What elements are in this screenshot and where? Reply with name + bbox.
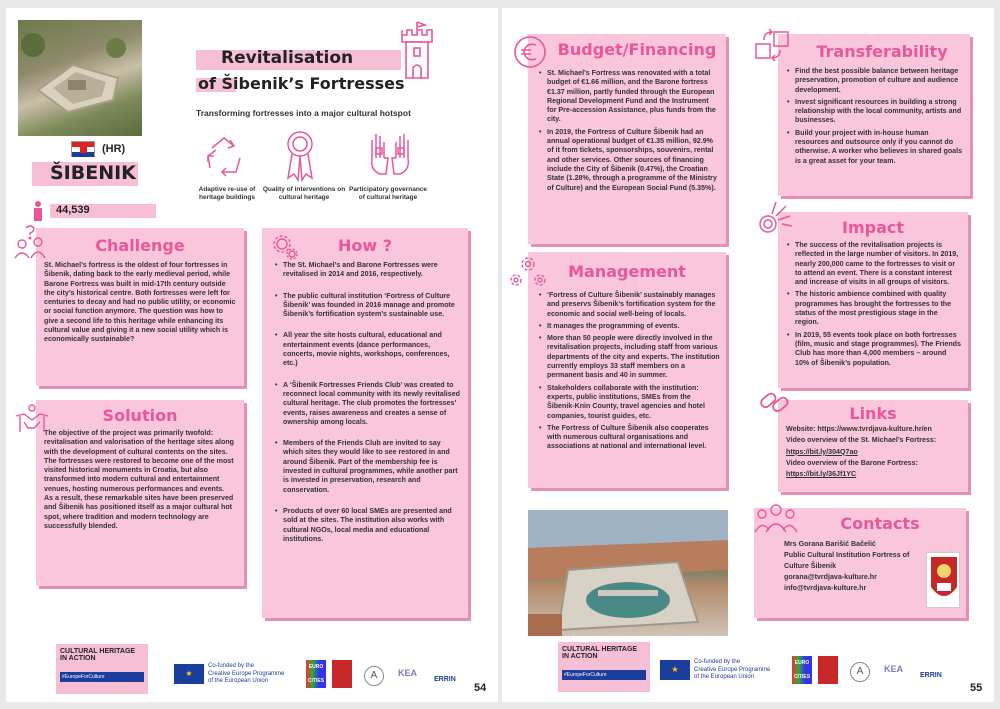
contact-org-1: Public Cultural Institution Fortress of (784, 551, 910, 559)
budget-item: • In 2019, the Fortress of Culture Šibenik had an annual operational budget of €1.35 million, 92.9% of it from tickets, sponsorships, souvenirs, rental and other services. Other sources of financing include the City of Šibenik (0.47%), the Croatian State (1.28%, through a programme of the Ministry of Culture) and the European Social Fund (5.35%). (538, 128, 720, 193)
fortress-harbour-photo (528, 510, 728, 636)
team-gears-icon (508, 254, 548, 290)
links-card (778, 400, 968, 492)
chia-tag-text: #EuropeForCulture (564, 672, 607, 678)
question-people-icon (12, 224, 48, 260)
chia-tag (60, 672, 144, 682)
chain-link-icon (756, 384, 792, 420)
impact-list (778, 237, 968, 368)
cofunded-line2: Creative Europe Programme (208, 670, 285, 677)
transferability-item: • Find the best possible balance between heritage preservation, promotion of culture and audience development. (786, 67, 964, 95)
eurocities-line1: EURO (794, 660, 810, 666)
left-page (6, 8, 498, 702)
errin-logo: ERRIN (920, 672, 942, 679)
impact-burst-icon (756, 198, 794, 236)
budget-item: • St. Michael’s Fortress was renovated with a total budget of €1.66 million, and the Barone fortress €1.37 million, partly funded through the European Regional Development Fund and the Instrument for Pre-accession Assistance, plus funds from the city. (538, 69, 720, 125)
how-item: • The public cultural institution ‘Fortress of Culture Šibenik’ was founded in 2016 manage and promote Šibenik’s fortification system’s sustainable use. (274, 292, 462, 320)
cofunded-line1: Co-funded by the (694, 659, 741, 665)
kea-logo: KEA (398, 668, 418, 678)
how-item: • Products of over 60 local SMEs are presented and sold at the sites. The institution also works with cultural NGOs, local media and educational institutions. (274, 507, 462, 544)
page-title-line2: of Šibenik’s Fortresses (198, 74, 405, 93)
budget-list (528, 59, 726, 193)
circle-a-logo: A (850, 662, 870, 682)
people-group-icon (754, 502, 798, 534)
solution-text-2: The fortresses were restored to become one of the most visited historical monuments in Croatia, but also transformed into modern cultural and entertainment venues, hosting numerous performances and events. (44, 456, 234, 493)
red-emblem-logo (332, 660, 352, 688)
solution-text-3: As a result, these remarkable sites have been preserved and Šibenik has positioned itself as a major cultural hot spot, where tradition and modern technology are successfully blended. (44, 494, 234, 530)
challenge-card (36, 228, 244, 386)
transferability-card (778, 34, 970, 196)
how-item: • Members of the Friends Club are invited to say which sites they would like to see restored in and around Šibenik. Part of the membership fee is invested in cultural programmes, while another part is invested in preservation, research and conservation. (274, 439, 462, 495)
cofunded-text (208, 663, 284, 686)
theme-label-adaptive-reuse: Adaptive re-use of heritage buildings (198, 186, 256, 201)
theme-label-quality: Quality of interventions on cultural heritage (262, 186, 346, 201)
population-value: 44,539 (56, 204, 90, 216)
page-number-right: 55 (970, 682, 983, 694)
contact-name: Mrs Gorana Barišić Bačelić (784, 540, 876, 548)
contact-email-2[interactable]: info@tvrdjava-kulture.hr (784, 584, 867, 592)
solution-card (36, 400, 244, 586)
eu-flag-icon: ★ (174, 664, 204, 684)
impact-item: • The historic ambience combined with quality programmes has brought the fortresses to the status of the most prestigious stage in the region. (786, 290, 962, 327)
handshake-icon (14, 402, 50, 438)
solution-heading: Solution (102, 406, 178, 425)
management-item: • The Fortress of Culture Šibenik also cooperates with numerous cultural organisations and associations at national and international level. (538, 424, 720, 452)
right-page (502, 8, 994, 702)
transferability-list (778, 61, 970, 166)
links-website[interactable]: Website: https://www.tvrdjava-kulture.hr/en (786, 425, 932, 433)
transfer-arrows-icon (754, 28, 790, 64)
croatia-flag-icon (71, 141, 95, 157)
castle-tower-icon (398, 20, 436, 82)
cofunded-text (694, 659, 770, 682)
links-video2-url[interactable]: https://bit.ly/36Jf1YC (786, 470, 857, 479)
chia-logo-right (558, 642, 650, 692)
theme-label-participatory: Participatory governance of cultural heritage (348, 186, 428, 201)
how-heading: How ? (337, 236, 392, 255)
how-item: • The St. Michael’s and Barone Fortresses were revitalised in 2014 and 2016, respectively. (274, 261, 462, 280)
kea-logo: KEA (884, 664, 904, 674)
management-item: • Stakeholders collaborate with the institution: experts, public institutions, SMEs from the Šibenik-Knin County, travel agencies and hotel companies, tourist guides, etc. (538, 384, 720, 421)
chia-logo (56, 644, 148, 694)
impact-card (778, 212, 968, 388)
city-coat-of-arms-logo (926, 552, 960, 608)
management-item: • It manages the programming of events. (538, 322, 720, 331)
chia-logo-line2: IN ACTION (60, 655, 96, 662)
transferability-item: • Build your project with in-house human resources and outsource only if you cannot do otherwise. A worker who believes in shared goals is a great asset for your team. (786, 129, 964, 166)
impact-item: • The success of the revitalisation projects is reflected in the large number of visitors. In 2019, nearly 200,000 came to the fortresses to visit or to attend an event. There is a constant interest and increase of visits in all groups of visitors. (786, 241, 962, 287)
errin-logo: ERRIN (434, 676, 456, 683)
how-card (262, 228, 468, 618)
subtitle: Transforming fortresses into a major cultural hotspot (196, 108, 411, 118)
chia-logo-line2: IN ACTION (562, 653, 598, 660)
chia-tag (562, 670, 646, 680)
management-list (528, 281, 726, 452)
page-number-left: 54 (474, 682, 487, 694)
how-item: • All year the site hosts cultural, educational and entertainment events (dance performances, concerts, movie nights, workshops, conferences, etc.) (274, 331, 462, 368)
links-video1-url[interactable]: https://bit.ly/304Q7ao (786, 447, 858, 456)
solution-text-1: The objective of the project was primarily twofold: revitalisation and valorisation of the heritage sites along with the development of cultural contents on the sites. (44, 429, 235, 456)
chia-logo-line1: CULTURAL HERITAGE (60, 648, 136, 655)
fortress-aerial-photo (18, 20, 142, 136)
euro-coin-icon (512, 34, 548, 70)
eurocities-line2: CITIES (307, 678, 325, 684)
contact-email-1[interactable]: gorana@tvrdjava-kulture.hr (784, 573, 877, 581)
chia-tag-text: #EuropeForCulture (62, 674, 105, 680)
eurocities-line1: EURO (308, 664, 324, 670)
eurocities-logo (306, 660, 326, 688)
transferability-heading: Transferability (816, 42, 948, 61)
city-name: ŠIBENIK (50, 162, 136, 184)
management-card (528, 252, 726, 488)
cofunded-line1: Co-funded by the (208, 663, 255, 669)
links-video1-label: Video overview of the St. Michael’s Fortress: (786, 436, 937, 445)
person-icon (32, 201, 44, 221)
budget-card (528, 34, 726, 244)
contact-org-2: Culture Šibenik (784, 562, 837, 570)
hands-icon (366, 128, 414, 178)
cofunded-line3: of the European Union (694, 674, 755, 680)
circle-a-logo: A (364, 666, 384, 686)
eu-flag-icon: ★ (660, 660, 690, 680)
challenge-text: St. Michael’s fortress is the oldest of four fortresses in Šibenik, dating back to the early medieval period, while Barone Fortress was built in mid-17th century outside the city’s historical centre. Both fortresses were left for centuries to decay and had no public utility, or economic or social function anymore. The question was how to give a second life to this heritage while enhancing its cultural value and giving it a new social utility which is economically sustainable? (44, 261, 236, 344)
eurocities-line2: CITIES (793, 674, 811, 680)
ribbon-icon (282, 128, 318, 184)
management-item: • More than 50 people were directly involved in the revitalisation projects, including staff from various departments of the city and experts. The institution currently employs 33 staff members on a permanent basis and 40 in summer. (538, 334, 720, 380)
how-list (262, 255, 468, 544)
links-heading: Links (849, 404, 897, 423)
transferability-item: • Invest significant resources in building a strong relationship with the local community, artists and businesses. (786, 98, 964, 126)
links-video2-label: Video overview of the Barone Fortress: (786, 458, 918, 467)
recycle-icon (204, 134, 246, 178)
budget-heading: Budget/Financing (557, 40, 717, 59)
cofunded-line2: Creative Europe Programme (694, 666, 771, 673)
management-item: • ‘Fortress of Culture Šibenik’ sustainably manages and preservs Šibenik’s fortification system for the economic and social well-being of locals. (538, 291, 720, 319)
impact-item: • In 2019, 55 events took place on both fortresses (film, music and stage programmes). The Friends Club has more than 4,000 members – around 10% of Šibenik’s population. (786, 331, 962, 368)
eurocities-logo (792, 656, 812, 684)
impact-heading: Impact (841, 218, 904, 237)
chia-logo-line1: CULTURAL HERITAGE (562, 646, 638, 653)
country-code: (HR) (102, 143, 126, 155)
contacts-heading: Contacts (840, 514, 920, 533)
gears-icon (272, 234, 298, 260)
challenge-heading: Challenge (95, 236, 185, 255)
cofunded-line3: of the European Union (208, 678, 269, 684)
page-title-line1: Revitalisation (221, 48, 354, 68)
how-item: • A ‘Šibenik Fortresses Friends Club’ was created to reconnect local community with its newly revitalised cultural heritage. The club promotes the fortresses’ events, raises awareness and creates a sense of ownership among locals. (274, 381, 462, 427)
management-heading: Management (568, 262, 686, 281)
red-emblem-logo (818, 656, 838, 684)
